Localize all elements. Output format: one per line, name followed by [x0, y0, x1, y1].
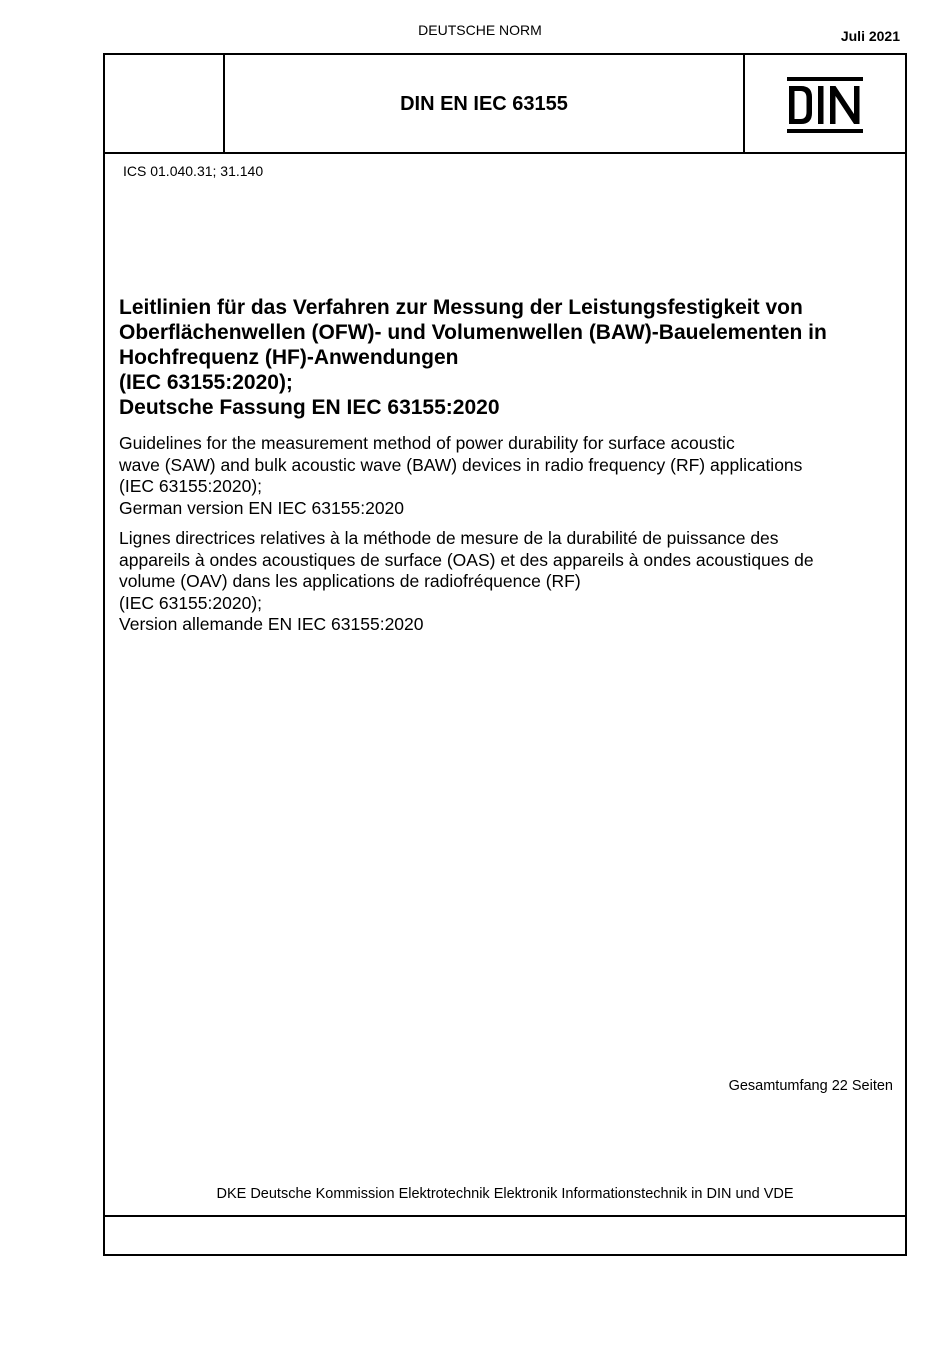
french-title-line: (IEC 63155:2020);: [119, 592, 263, 613]
header-row: [105, 55, 905, 154]
din-logo-icon: [787, 77, 863, 133]
french-title-line: volume (OAV) dans les applications de radiofréquence (RF): [119, 571, 581, 591]
issue-date: Juli 2021: [840, 28, 900, 44]
german-title-line: Leitlinien für das Verfahren zur Messung der Leistungsfestigkeit von: [119, 296, 803, 319]
english-title-line: Guidelines for the measurement method of power durability for surface acoustic: [119, 433, 735, 453]
french-title-line: Version allemande EN IEC 63155:2020: [119, 614, 424, 634]
document-number: DIN EN IEC 63155: [225, 55, 745, 153]
din-logo: [745, 55, 905, 153]
english-title: [119, 433, 899, 519]
document-frame: [103, 53, 907, 1256]
german-title-line: (IEC 63155:2020);: [119, 371, 293, 394]
french-title-line: Lignes directrices relatives à la méthode de mesure de la durabilité de puissance des: [119, 528, 779, 548]
header-empty-cell: [105, 55, 225, 153]
english-title-line: (IEC 63155:2020);: [119, 476, 263, 496]
german-title-line: Deutsche Fassung EN IEC 63155:2020: [119, 396, 500, 419]
french-title-line: appareils à ondes acoustiques de surface (OAS) et des appareils à ondes acoustiques de: [119, 549, 814, 570]
german-title: [119, 295, 899, 420]
norm-type-label: DEUTSCHE NORM: [418, 22, 542, 38]
english-title-line: wave (SAW) and bulk acoustic wave (BAW) devices in radio frequency (RF) applications: [119, 454, 803, 475]
french-title: [119, 528, 899, 636]
total-pages: Gesamtumfang 22 Seiten: [728, 1078, 893, 1094]
german-title-line: Hochfrequenz (HF)-Anwendungen: [119, 346, 459, 369]
footer-divider: [105, 1215, 905, 1217]
committee-footer: DKE Deutsche Kommission Elektrotechnik Elektronik Informationstechnik in DIN und VDE: [216, 1186, 794, 1202]
german-title-line: Oberflächenwellen (OFW)- und Volumenwellen (BAW)-Bauelementen in: [119, 321, 827, 344]
english-title-line: German version EN IEC 63155:2020: [119, 497, 405, 518]
ics-codes: ICS 01.040.31; 31.140: [123, 163, 264, 179]
